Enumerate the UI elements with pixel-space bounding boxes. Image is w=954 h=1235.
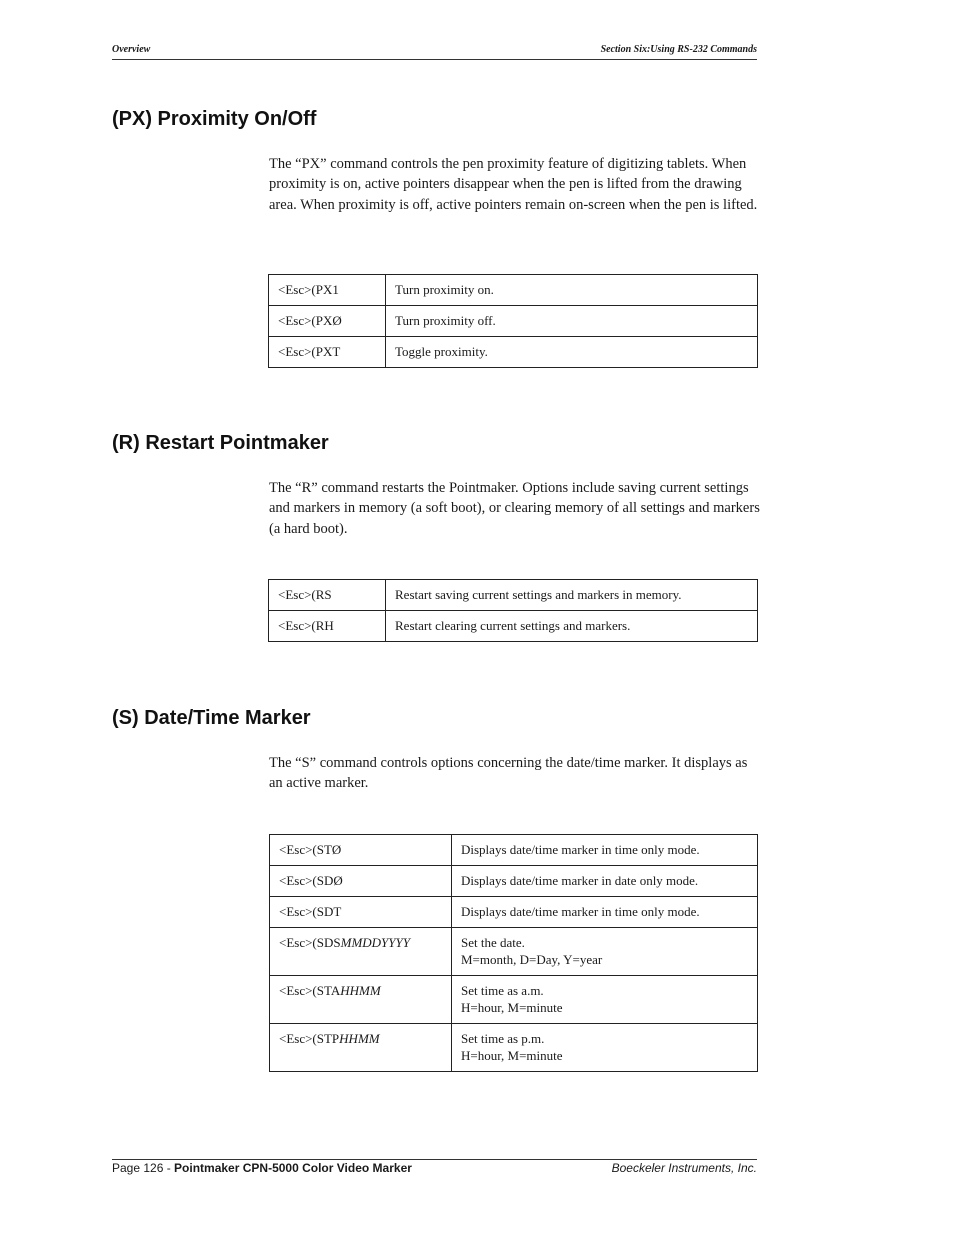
table-row	[270, 866, 758, 897]
footer-company: Boeckeler Instruments, Inc.	[611, 1161, 757, 1175]
description-cell: Turn proximity on.	[386, 275, 758, 306]
table-row	[270, 928, 758, 976]
description-cell: Displays date/time marker in date only mode.	[452, 866, 758, 897]
command-text: <Esc>(SDS	[279, 935, 341, 950]
description-line: Set time as p.m.	[461, 1031, 545, 1046]
command-table-s	[269, 834, 758, 1072]
description-line: Set time as a.m.	[461, 983, 544, 998]
command-cell	[270, 897, 452, 928]
command-cell: <Esc>(PXT	[269, 337, 386, 368]
description-cell: Toggle proximity.	[386, 337, 758, 368]
description-cell: Displays date/time marker in time only mode.	[452, 897, 758, 928]
command-cell	[270, 866, 452, 897]
command-text: <Esc>(SDT	[279, 904, 342, 919]
section-title-s: (S) Date/Time Marker	[112, 707, 311, 729]
header-left: Overview	[112, 44, 151, 55]
section-title-px: (PX) Proximity On/Off	[112, 108, 317, 130]
table-row	[269, 275, 758, 306]
command-param: HHMM	[339, 1031, 380, 1046]
section-title-r: (R) Restart Pointmaker	[112, 432, 329, 454]
description-cell: Turn proximity off.	[386, 306, 758, 337]
command-cell	[270, 835, 452, 866]
table-row	[270, 976, 758, 1024]
command-text: <Esc>(SDØ	[279, 873, 343, 888]
footer-product: Pointmaker CPN-5000 Color Video Marker	[174, 1161, 412, 1175]
table-row	[269, 306, 758, 337]
table-row	[270, 1024, 758, 1072]
description-line: Set the date.	[461, 935, 525, 950]
command-cell	[270, 928, 452, 976]
description-cell: Restart saving current settings and markers in memory.	[386, 580, 758, 611]
table-row	[270, 835, 758, 866]
description-cell	[452, 976, 758, 1024]
page-footer	[112, 1159, 757, 1175]
description-cell: Restart clearing current settings and markers.	[386, 611, 758, 642]
header-right: Section Six:Using RS-232 Commands	[600, 44, 757, 55]
description-cell	[452, 1024, 758, 1072]
command-text: <Esc>(STØ	[279, 842, 342, 857]
command-cell: <Esc>(PXØ	[269, 306, 386, 337]
section-body-s: The “S” command controls options concerning the date/time marker. It displays as an active marker.	[269, 755, 748, 792]
footer-page: Page 126 -	[112, 1161, 175, 1175]
table-row	[269, 337, 758, 368]
table-row	[270, 897, 758, 928]
command-text: <Esc>(STP	[279, 1031, 340, 1046]
command-param: HHMM	[340, 983, 381, 998]
description-detail: H=hour, M=minute	[461, 1000, 563, 1015]
command-cell: <Esc>(RH	[269, 611, 386, 642]
description-detail: H=hour, M=minute	[461, 1048, 563, 1063]
table-row	[269, 611, 758, 642]
command-cell	[270, 1024, 452, 1072]
command-cell	[270, 976, 452, 1024]
command-text: <Esc>(STA	[279, 983, 341, 998]
section-body-r: The “R” command restarts the Pointmaker. Options include saving current settings and markers in memory (a soft boot), or clearing memory of all settings and markers (a hard boot).	[269, 480, 760, 537]
description-cell	[452, 928, 758, 976]
description-cell: Displays date/time marker in time only mode.	[452, 835, 758, 866]
command-cell: <Esc>(PX1	[269, 275, 386, 306]
command-cell: <Esc>(RS	[269, 580, 386, 611]
table-row	[269, 580, 758, 611]
command-param: MMDDYYYY	[340, 935, 410, 950]
description-detail: M=month, D=Day, Y=year	[461, 952, 603, 967]
section-body-px: The “PX” command controls the pen proximity feature of digitizing tablets. When proximity is on, active pointers disappear when the pen is lifted from the drawing area. When proximity is off, active pointers remain on-screen when the pen is lifted.	[269, 156, 758, 213]
command-table-px	[268, 274, 758, 368]
command-table-r	[268, 579, 758, 642]
page-header	[112, 44, 757, 60]
